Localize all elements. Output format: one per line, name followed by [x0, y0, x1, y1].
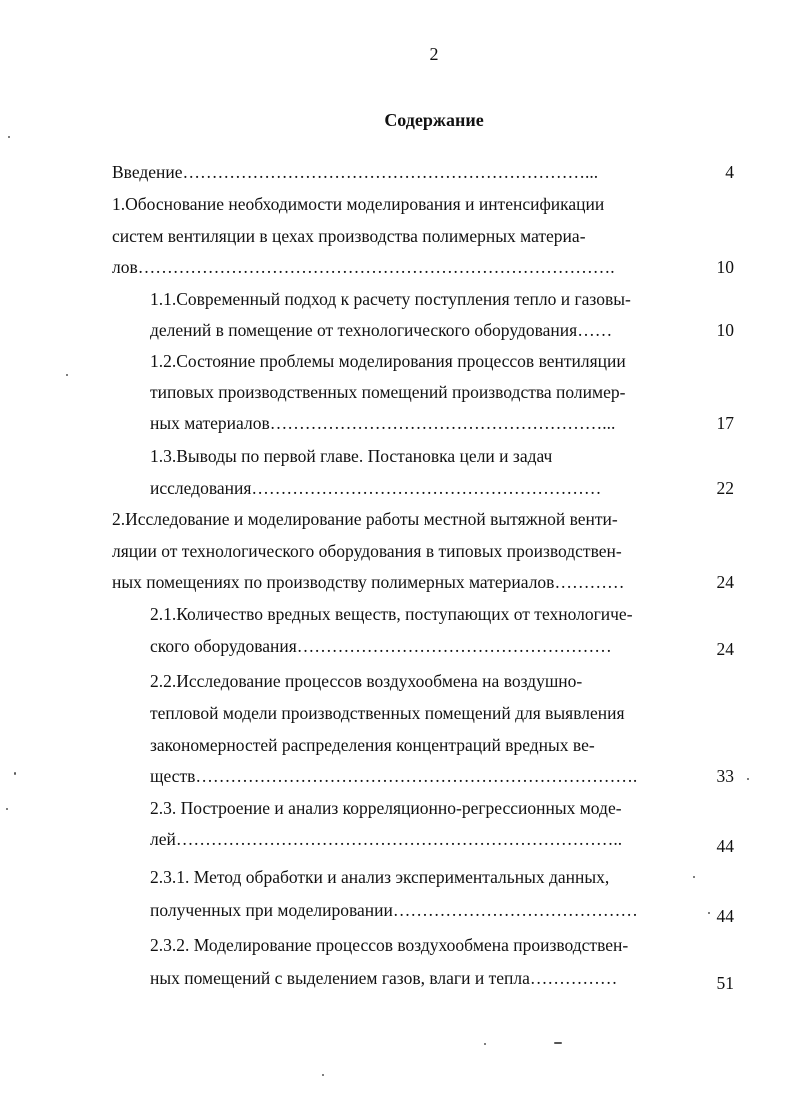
toc-entry-line: 2.3. Построение и анализ корреляционно-регрессионных моде- — [150, 798, 622, 818]
toc-entry-line: исследования…………………………………………………… — [150, 478, 602, 498]
scan-speck — [693, 876, 695, 878]
scan-speck — [554, 1042, 562, 1044]
toc-entry-line: 2.3.1. Метод обработки и анализ экспериментальных данных, — [150, 867, 610, 887]
toc-page-number: 33 — [716, 766, 734, 786]
scan-speck — [66, 374, 68, 376]
toc-entry-line: ского оборудования……………………………………………… — [150, 636, 612, 656]
toc-page-number: 51 — [716, 973, 734, 993]
toc-entry-line: тепловой модели производственных помещений для выявления — [150, 703, 625, 723]
toc-entry-line: 1.3.Выводы по первой главе. Постановка цели и задач — [150, 446, 553, 466]
toc-entry-line: полученных при моделировании…………………………………… — [150, 900, 638, 920]
toc-entry-line: 2.2.Исследование процессов воздухообмена на воздушно- — [150, 671, 583, 691]
toc-entry-line: 1.1.Современный подход к расчету поступления тепло и газовы- — [150, 289, 631, 309]
toc-entry-line: 1.Обоснование необходимости моделирования и интенсификации — [112, 194, 605, 214]
toc-entry-line: систем вентиляции в цехах производства полимерных материа- — [112, 226, 586, 246]
toc-page-number: 17 — [716, 413, 734, 433]
scan-speck — [484, 1043, 486, 1045]
scan-speck — [708, 912, 710, 914]
toc-page-number: 22 — [716, 478, 734, 498]
toc-entry-line: ществ…………………………………………………………………. — [150, 766, 638, 786]
scan-speck — [322, 1074, 324, 1076]
page-title: Содержание — [384, 110, 484, 130]
toc-entry-line: 2.1.Количество вредных веществ, поступающих от технологиче- — [150, 604, 633, 624]
toc-entry-line: 2.Исследование и моделирование работы местной вытяжной венти- — [112, 509, 618, 529]
toc-entry-line: делений в помещение от технологического оборудования…… — [150, 320, 613, 340]
scan-speck — [14, 772, 16, 775]
toc-entry-line: 1.2.Состояние проблемы моделирования процессов вентиляции — [150, 351, 626, 371]
toc-page-number: 10 — [716, 320, 734, 340]
toc-page-number: 44 — [716, 836, 734, 856]
toc-page-number: 44 — [716, 906, 734, 926]
toc-entry-line: ных материалов…………………………………………………... — [150, 413, 616, 433]
toc-page-number: 4 — [725, 162, 734, 182]
toc-entry-line: типовых производственных помещений производства полимер- — [150, 382, 626, 402]
toc-entry-line: ляции от технологического оборудования в типовых производствен- — [112, 541, 622, 561]
scan-speck — [6, 808, 8, 810]
toc-entry-line: ных помещений с выделением газов, влаги и тепла…………… — [150, 968, 618, 988]
toc-page-number: 24 — [716, 639, 734, 659]
scan-speck — [747, 778, 749, 780]
toc-page-number: 10 — [716, 257, 734, 277]
toc-entry-line: Введение……………………………………………………………... — [112, 162, 599, 182]
toc-entry-line: лей………………………………………………………………….. — [150, 829, 623, 849]
page-number: 2 — [429, 44, 439, 64]
scan-speck — [8, 136, 10, 138]
toc-entry-line: ных помещениях по производству полимерных материалов………… — [112, 572, 625, 592]
toc-page-number: 24 — [716, 572, 734, 592]
toc-entry-line: 2.3.2. Моделирование процессов воздухообмена производствен- — [150, 935, 629, 955]
toc-entry-line: закономерностей распределения концентраций вредных ве- — [150, 735, 595, 755]
toc-entry-line: лов………………………………………………………………………. — [112, 257, 615, 277]
